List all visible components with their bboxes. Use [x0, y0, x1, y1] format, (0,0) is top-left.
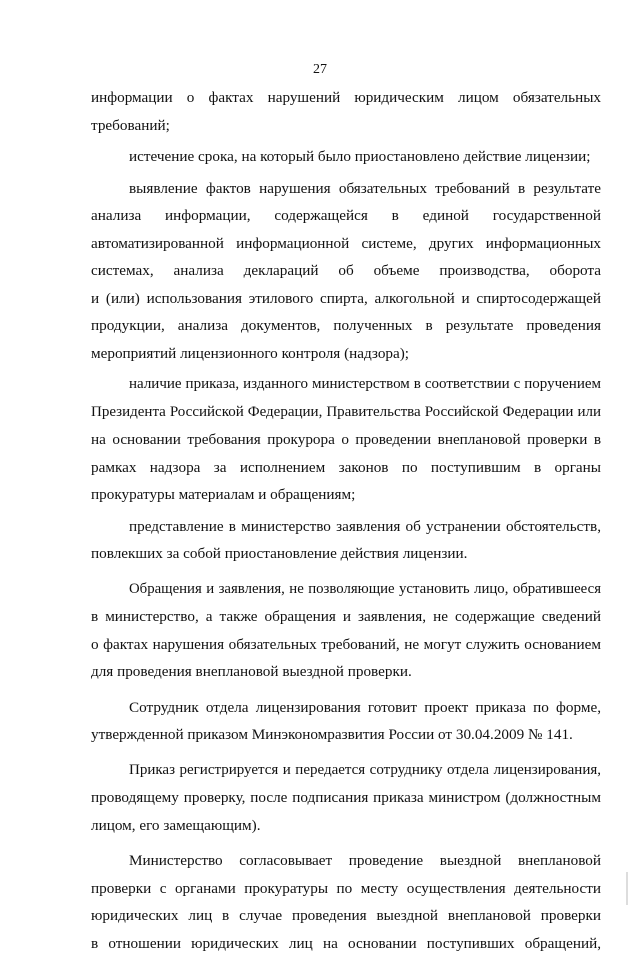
text-line: представление в министерство заявления об устранении обстоятельств,: [91, 513, 601, 541]
text-line: в отношении юридических лиц на основании поступивших обращений,: [91, 930, 601, 957]
text-line: продукции, анализа документов, полученных в результате проведения: [91, 312, 601, 340]
text-line: на основании требования прокурора о проведении внеплановой проверки в: [91, 426, 601, 454]
text-line: лицом, его замещающим).: [91, 812, 601, 840]
text-line: в министерство, а также обращения и заявления, не содержащие сведений: [91, 603, 601, 631]
text-line: для проведения внеплановой выездной проверки.: [91, 658, 601, 686]
text-line: рамках надзора за исполнением законов по поступившим в органы: [91, 454, 601, 482]
text-line: наличие приказа, изданного министерством в соответствии с поручением: [91, 371, 601, 399]
text-line: мероприятий лицензионного контроля (надзора);: [91, 340, 601, 368]
text-line: истечение срока, на который было приостановлено действие лицензии;: [91, 143, 601, 171]
text-line: анализа информации, содержащейся в единой государственной: [91, 202, 601, 230]
text-line: Президента Российской Федерации, Правительства Российской Федерации или: [91, 399, 601, 427]
text-line: о фактах нарушения обязательных требований, не могут служить основанием: [91, 631, 601, 659]
text-line: Обращения и заявления, не позволяющие установить лицо, обратившееся: [91, 576, 601, 604]
text-line: информации о фактах нарушений юридическим лицом обязательных: [91, 84, 601, 112]
text-line: системах, анализа деклараций об объеме производства, оборота: [91, 257, 601, 285]
text-line: Министерство согласовывает проведение выездной внеплановой: [91, 847, 601, 875]
text-line: требований;: [91, 112, 601, 140]
text-line: и (или) использования этилового спирта, алкогольной и спиртосодержащей: [91, 285, 601, 313]
text-line: автоматизированной информационной системе, других информационных: [91, 230, 601, 258]
text-line: проводящему проверку, после подписания приказа министром (должностным: [91, 784, 601, 812]
text-line: прокуратуры материалам и обращениям;: [91, 481, 601, 509]
text-line: юридических лиц в случае проведения выездной внеплановой проверки: [91, 902, 601, 930]
body-text: [91, 84, 601, 957]
text-line: выявление фактов нарушения обязательных требований в результате: [91, 175, 601, 203]
text-line: проверки с органами прокуратуры по месту осуществления деятельности: [91, 875, 601, 903]
text-line: повлекших за собой приостановление действия лицензии.: [91, 540, 601, 568]
text-line: Сотрудник отдела лицензирования готовит проект приказа по форме,: [91, 694, 601, 722]
text-line: Приказ регистрируется и передается сотруднику отдела лицензирования,: [91, 757, 601, 785]
text-line: утвержденной приказом Минэкономразвития России от 30.04.2009 № 141.: [91, 721, 601, 749]
page-number: 27: [0, 61, 640, 79]
scan-margin-mark: [626, 872, 628, 905]
